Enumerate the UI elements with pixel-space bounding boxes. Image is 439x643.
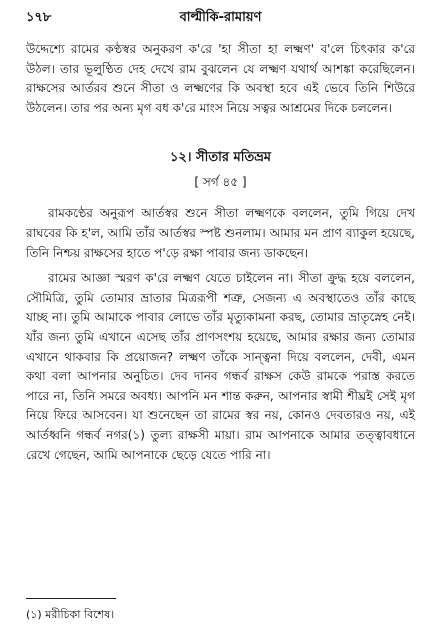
page-header	[26, 0, 415, 30]
footnote-divider	[26, 598, 116, 599]
paragraph-continued: উদ্দেশ্যে রামের কণ্ঠস্বর অনুকরণ ক'রে 'হা সীতা হা লক্ষ্মণ' ব'লে চিৎকার ক'রে উঠল। তার ভূলুণ্ঠিত দেহ দেখে রাম বুঝলেন যে লক্ষ্মণ যথার্থ আশঙ্কা করেছিলেন। রাক্ষসের আর্তরব শুনে সীতা ও লক্ষ্মণের কি অবস্থা হবে এই ভেবে তিনি শিউরে উঠলেন। তার পর অন্য মৃগ বধ ক'রে মাংস নিয়ে সত্বর আশ্রমের দিকে চললেন।	[26, 42, 415, 115]
sarga-label: [ সর্গ ৪৫ ]	[194, 175, 247, 190]
chapter-title: ১২। সীতার মতিভ্রম	[169, 150, 272, 166]
page-number: ১৭৮	[26, 10, 52, 25]
running-title: বাল্মীকি-রামায়ণ	[179, 10, 262, 25]
paragraph-lakshmana-reply: রামের আজ্ঞা স্মরণ ক'রে লক্ষ্মণ যেতে চাইলেন না। সীতা ক্রুদ্ধ হয়ে বললেন, সৌমিত্রি, তুমি তোমার ভ্রাতার মিত্ররূপী শত্রু, সেজন্য এ অবস্থাতেও তাঁর কাছে যাচ্ছ না। তুমি আমাকে পাবার লোভে তাঁর মৃত্যুকামনা করছ, তোমার ভ্রাতৃস্নেহ নেই। যাঁর জন্য তুমি এখানে এসেছ তাঁর প্রাণসংশয় হয়েছে, আমার রক্ষার জন্য তোমার এখানে থাকবার কি প্রয়োজন? লক্ষ্মণ তাঁকে সান্ত্বনা দিয়ে বললেন, দেবী, এমন কথা বলা আপনার অনুচিত। দেব দানব গন্ধর্ব রাক্ষস কেউ রামকে পরাস্ত করতে পারে না, তিনি সমরে অবধ্য। আপনি মন শান্ত করুন, আপনার স্বামী শীঘ্রই সেই মৃগ নিয়ে ফিরে আসবেন। যা শুনেছেন তা রামের স্বর নয়, কোনও দেবতারও নয়, এই আর্তধ্বনি গন্ধর্ব নগর(১) তুল্য রাক্ষসী মায়া। রাম আপনাকে আমার তত্ত্বাবধানে রেখে গেছেন, আমি আপনাকে ছেড়ে যেতে পারি না।	[26, 271, 415, 462]
footnote: (১) মরীচিকা বিশেষ।	[26, 608, 115, 621]
paragraph-sita-hears-cry: রামকণ্ঠের অনুরূপ আর্তস্বর শুনে সীতা লক্ষ্মণকে বললেন, তুমি গিয়ে দেখ রাঘবের কি হ'ল, আমি তাঁর আর্তস্বর স্পষ্ট শুনলাম। আমার মন প্রাণ ব্যাকুল হয়েছে, তিনি নিশ্চয় রাক্ষসের হাতে প'ড়ে রক্ষা পাবার জন্য ডাকছেন।	[26, 206, 415, 260]
